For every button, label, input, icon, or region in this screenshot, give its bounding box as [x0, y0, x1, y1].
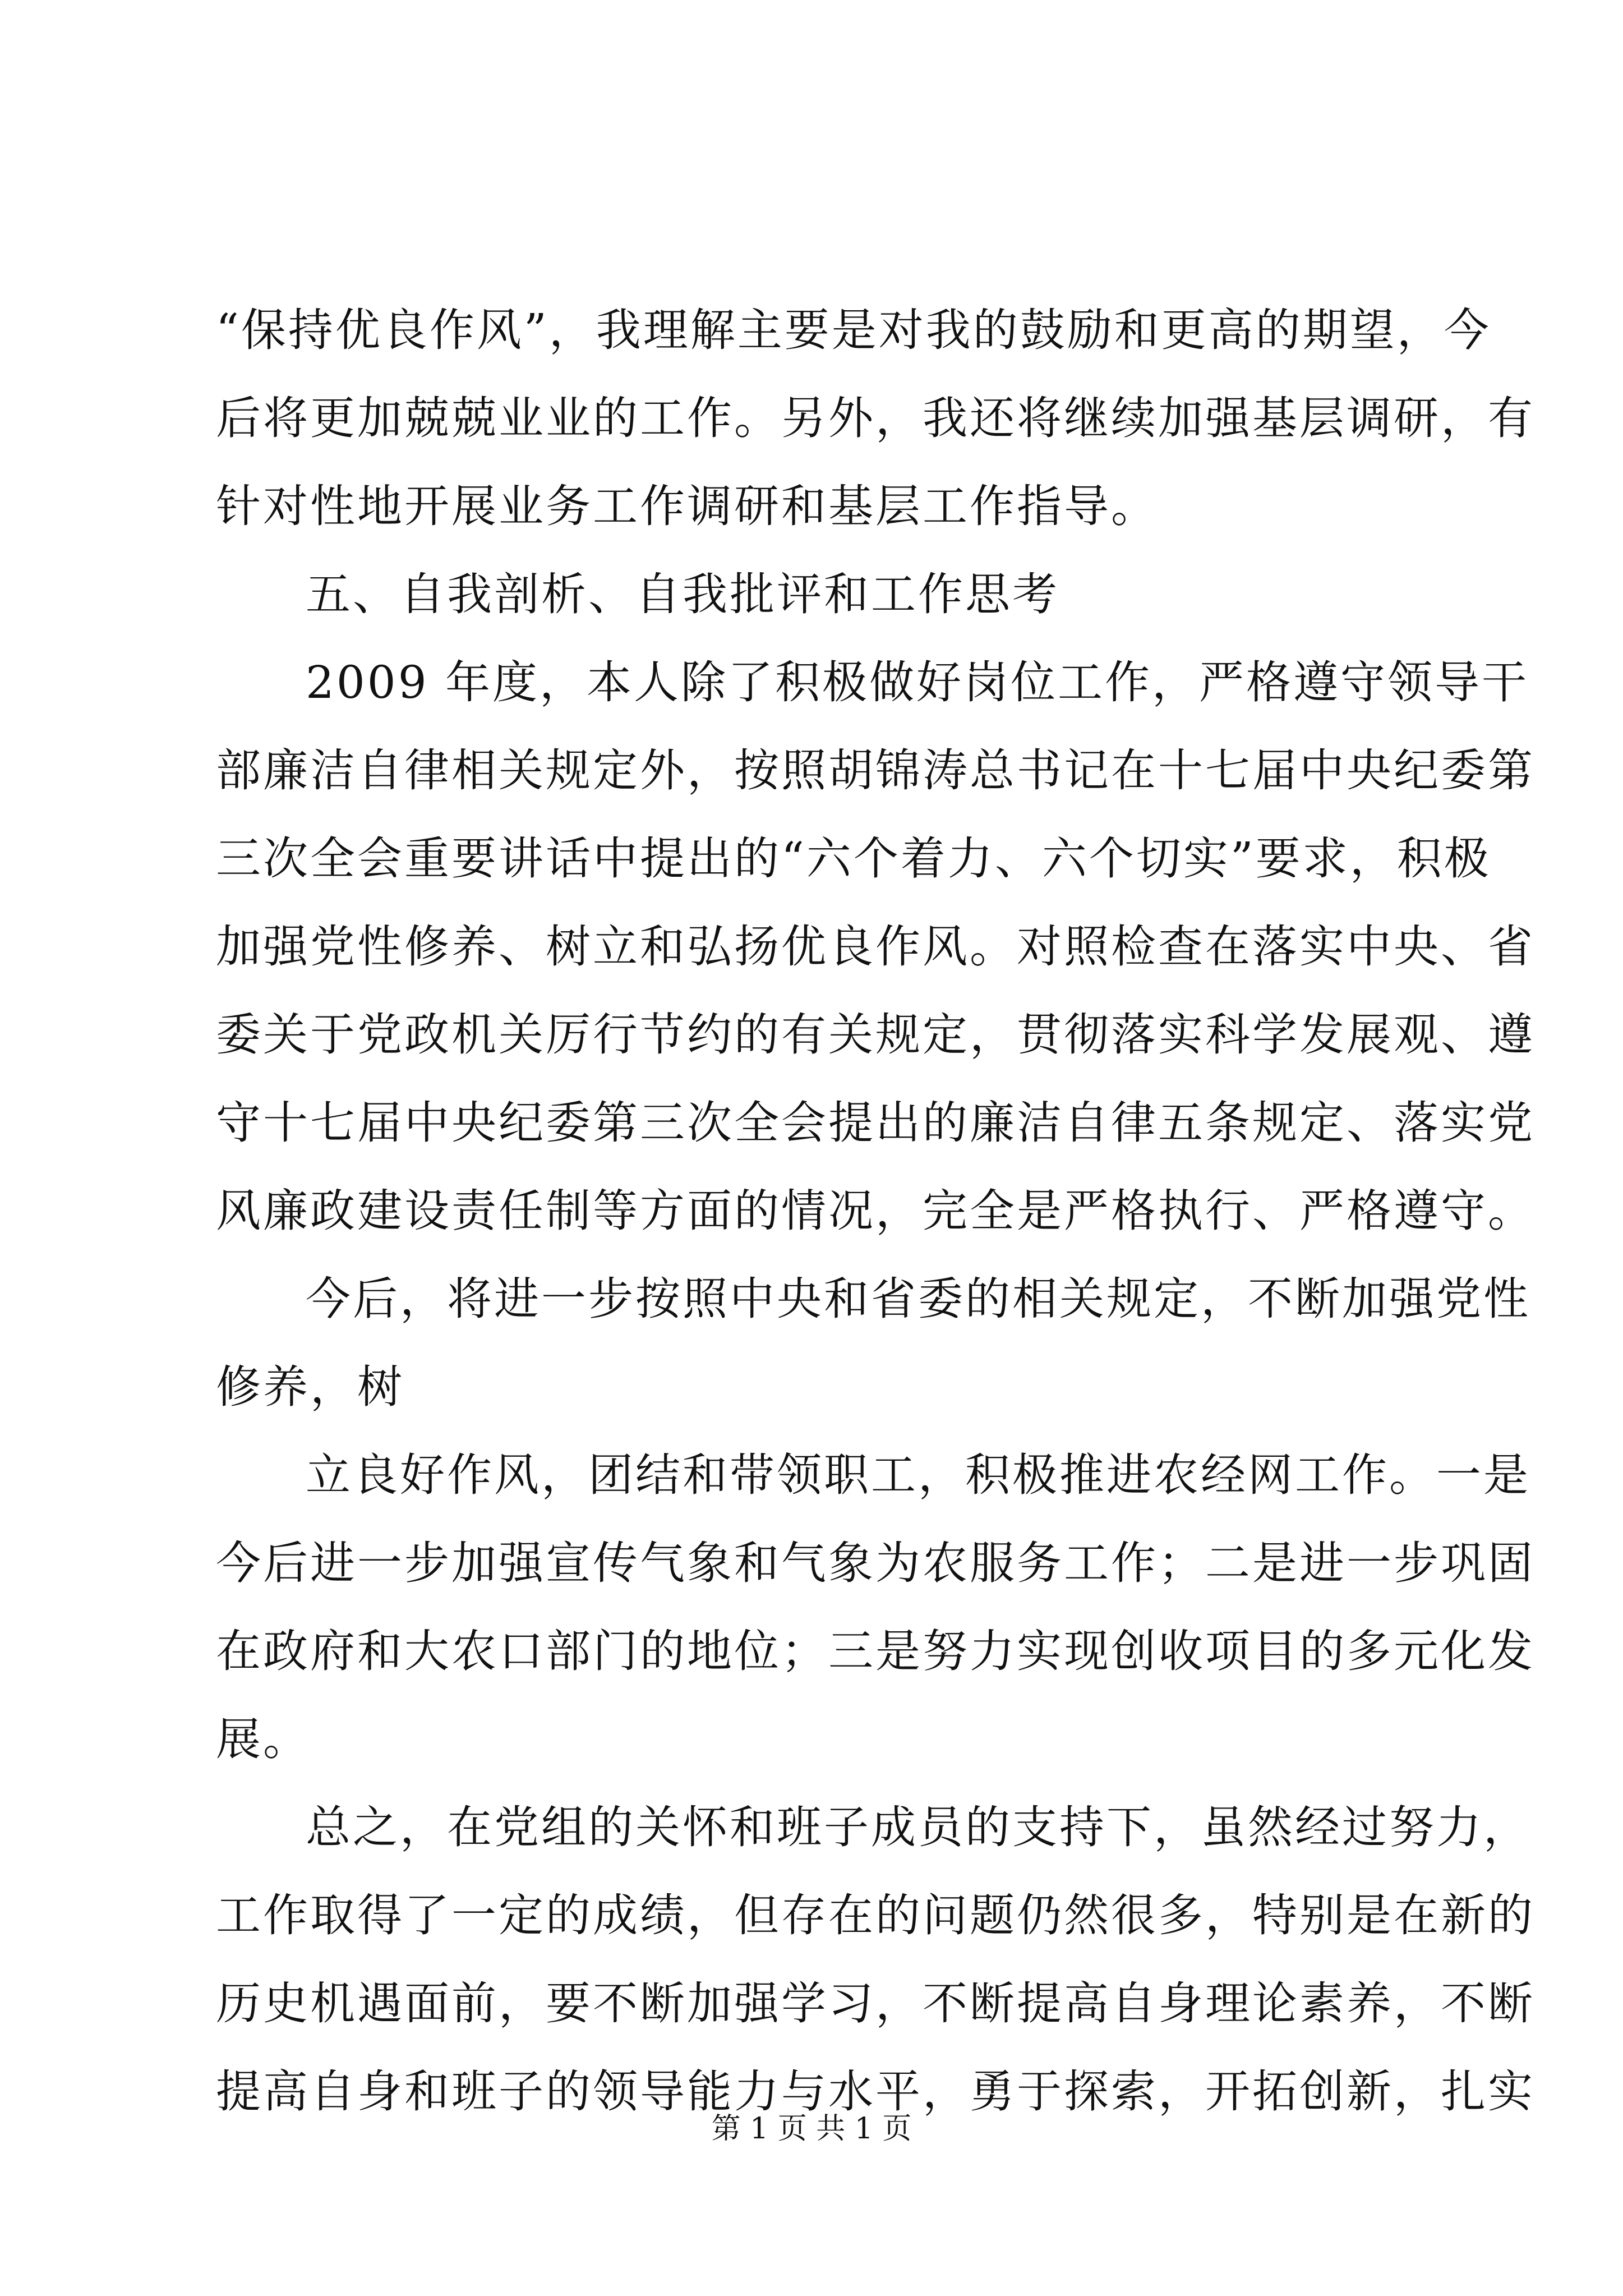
text-line: 立良好作风，团结和带领职工，积极推进农经网工作。一是	[306, 1449, 1530, 1501]
text-line: 针对性地开展业务工作调研和基层工作指导。	[216, 480, 1158, 532]
text-line: 修养，树	[216, 1361, 404, 1413]
text-line: 风廉政建设责任制等方面的情况，完全是严格执行、严格遵守。	[216, 1185, 1535, 1237]
text-line: 加强党性修养、树立和弘扬优良作风。对照检查在落实中央、省	[216, 921, 1535, 973]
text-line: 守十七届中央纪委第三次全会提出的廉洁自律五条规定、落实党	[216, 1097, 1535, 1149]
text-line: 委关于党政机关厉行节约的有关规定，贯彻落实科学发展观、遵	[216, 1009, 1535, 1061]
text-line: 展。	[216, 1713, 310, 1765]
text-line: 部廉洁自律相关规定外，按照胡锦涛总书记在十七届中央纪委第	[216, 744, 1535, 797]
text-line: 后将更加兢兢业业的工作。另外，我还将继续加强基层调研，有	[216, 392, 1535, 444]
text-line: 总之，在党组的关怀和班子成员的支持下，虽然经过努力，	[306, 1801, 1530, 1853]
text-line: 历史机遇面前，要不断加强学习，不断提高自身理论素养，不断	[216, 1977, 1535, 2030]
text-line: 今后进一步加强宣传气象和气象为农服务工作；二是进一步巩固	[216, 1537, 1535, 1589]
text-line: 在政府和大农口部门的地位；三是努力实现创收项目的多元化发	[216, 1625, 1535, 1677]
text-line: 今后，将进一步按照中央和省委的相关规定，不断加强党性	[306, 1273, 1530, 1325]
page-number-footer: 第 1 页 共 1 页	[711, 2112, 912, 2146]
text-line: “保持优良作风”，我理解主要是对我的鼓励和更高的期望，今	[216, 304, 1491, 356]
text-line: 三次全会重要讲话中提出的“六个着力、六个切实”要求，积极	[216, 832, 1491, 885]
text-line: 提高自身和班子的领导能力与水平，勇于探索，开拓创新，扎实	[216, 2065, 1535, 2118]
section-heading: 五、自我剖析、自我批评和工作思考	[306, 568, 1059, 620]
document-body	[216, 286, 1535, 2136]
text-line: 2009 年度，本人除了积极做好岗位工作，严格遵守领导干	[306, 656, 1529, 708]
text-line: 工作取得了一定的成绩，但存在的问题仍然很多，特别是在新的	[216, 1889, 1535, 1941]
